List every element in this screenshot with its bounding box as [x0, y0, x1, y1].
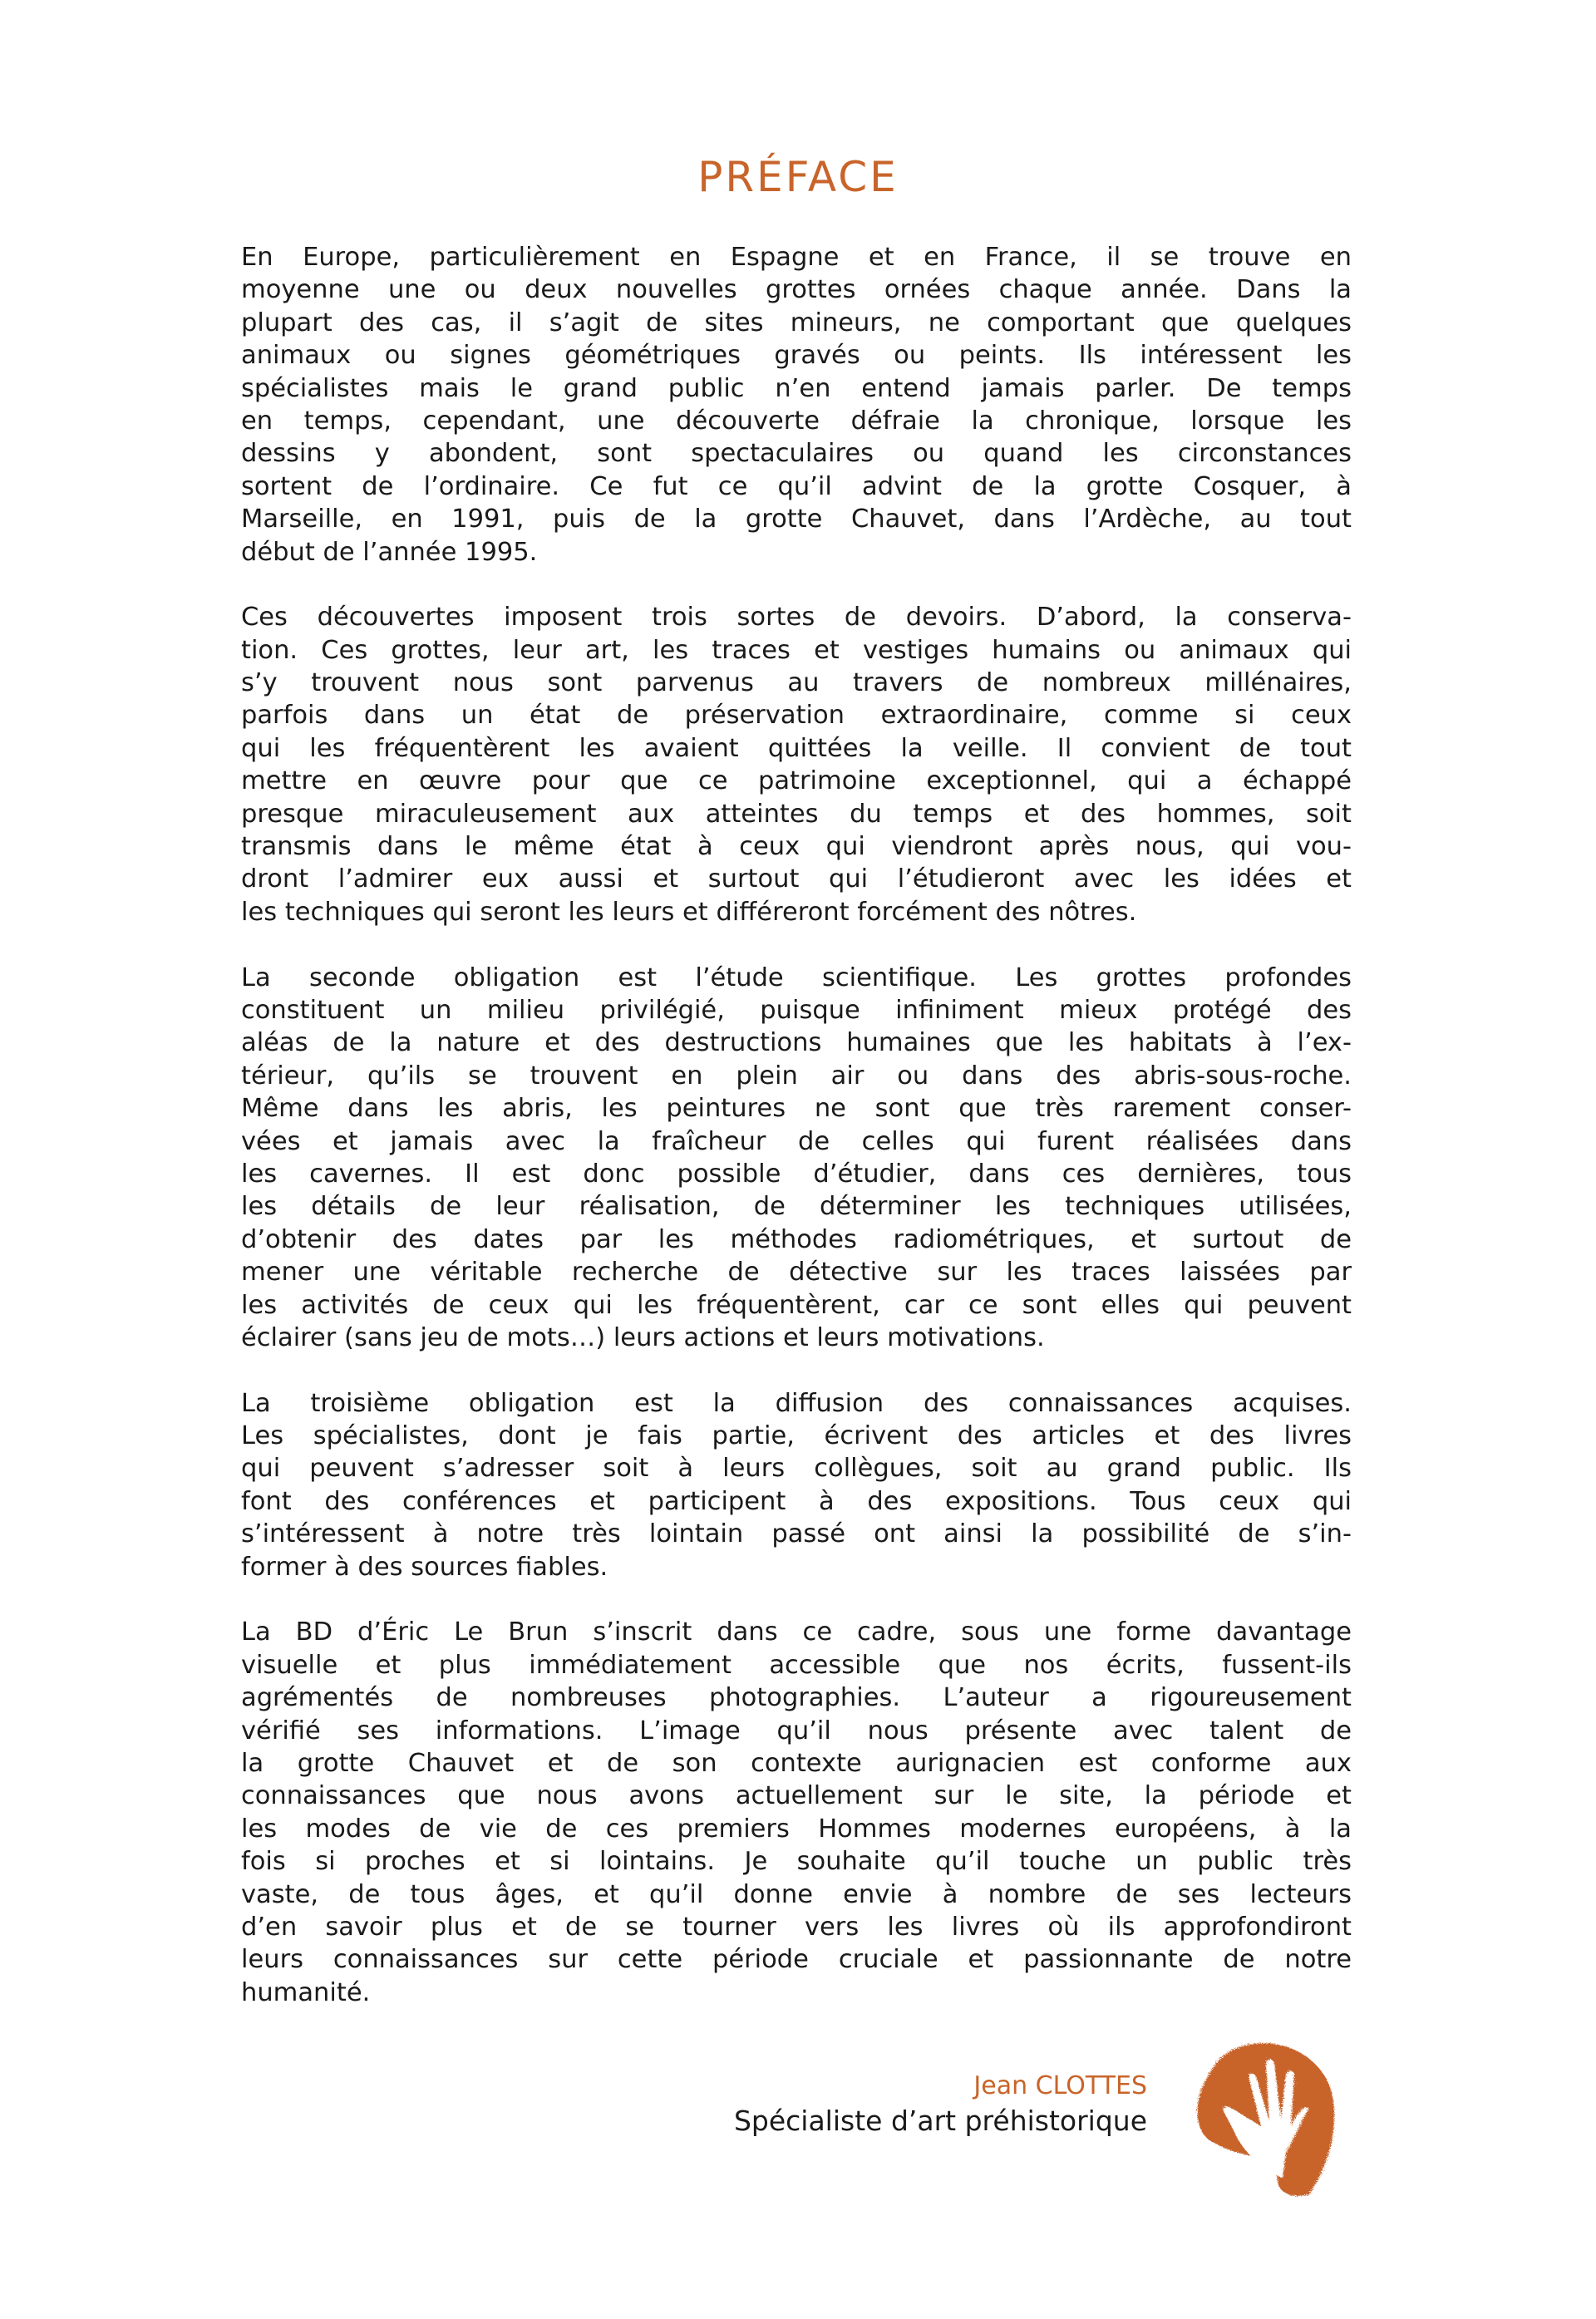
text-line: aléas de la nature et des destructions humaines que les habitats à l’ex-: [241, 1028, 1352, 1058]
text-line: spécialistes mais le grand public n’en entend jamais parler. De temps: [241, 373, 1352, 403]
text-line: éclairer (sans jeu de mots…) leurs actions et leurs motivations.: [241, 1322, 1045, 1352]
page-title: PRÉFACE: [697, 152, 899, 201]
text-line: sortent de l’ordinaire. Ce fut ce qu’il advint de la grotte Cosquer, à: [241, 471, 1352, 501]
text-line: les activités de ceux qui les fréquentèrent, car ce sont elles qui peuvent: [241, 1290, 1352, 1320]
text-line: début de l’année 1995.: [241, 537, 538, 567]
text-line: tion. Ces grottes, leur art, les traces et vestiges humains ou animaux qui: [241, 635, 1352, 665]
text-line: s’y trouvent nous sont parvenus au travers de nombreux millénaires,: [241, 668, 1352, 698]
paragraph: [241, 1387, 1352, 1583]
text-line: vérifié ses informations. L’image qu’il nous présente avec talent de: [241, 1716, 1352, 1745]
text-line: Même dans les abris, les peintures ne sont que très rarement conser-: [241, 1094, 1352, 1124]
text-line: parfois dans un état de préservation extraordinaire, comme si ceux: [241, 701, 1352, 731]
text-line: plupart des cas, il s’agit de sites mineurs, ne comportant que quelques: [241, 308, 1352, 337]
author-name: Jean CLOTTES: [973, 2071, 1147, 2100]
preface-body: [241, 241, 1352, 2041]
text-line: La BD d’Éric Le Brun s’inscrit dans ce cadre, sous une forme davantage: [241, 1617, 1352, 1647]
text-line: s’intéressent à notre très lointain passé ont ainsi la possibilité de s’in-: [241, 1519, 1352, 1549]
paragraph: [241, 601, 1352, 928]
text-line: les détails de leur réalisation, de déterminer les techniques utilisées,: [241, 1192, 1352, 1222]
text-line: en temps, cependant, une découverte défraie la chronique, lorsque les: [241, 406, 1352, 436]
text-line: Ces découvertes imposent trois sortes de devoirs. D’abord, la conserva-: [241, 603, 1352, 633]
text-line: les modes de vie de ces premiers Hommes modernes européens, à la: [241, 1814, 1352, 1844]
hand-print-icon: [1185, 2028, 1342, 2203]
text-line: mettre en œuvre pour que ce patrimoine exceptionnel, qui a échappé: [241, 766, 1352, 796]
text-line: Marseille, en 1991, puis de la grotte Chauvet, dans l’Ardèche, au tout: [241, 505, 1352, 534]
text-line: dessins y abondent, sont spectaculaires ou quand les circonstances: [241, 439, 1352, 469]
text-line: agrémentés de nombreuses photographies. L’auteur a rigoureusement: [241, 1683, 1352, 1713]
text-line: leurs connaissances sur cette période cruciale et passionnante de notre: [241, 1945, 1352, 1975]
text-line: d’en savoir plus et de se tourner vers les livres où ils approfondiront: [241, 1912, 1352, 1942]
text-line: humanité.: [241, 1977, 371, 2007]
paragraph: [241, 962, 1352, 1355]
text-line: font des conférences et participent à des expositions. Tous ceux qui: [241, 1486, 1352, 1516]
text-line: la grotte Chauvet et de son contexte aurignacien est conforme aux: [241, 1748, 1352, 1778]
text-line: constituent un milieu privilégié, puisque infiniment mieux protégé des: [241, 995, 1352, 1025]
text-line: les cavernes. Il est donc possible d’étudier, dans ces dernières, tous: [241, 1159, 1352, 1189]
text-line: qui peuvent s’adresser soit à leurs collègues, soit au grand public. Ils: [241, 1454, 1352, 1484]
author-role: Spécialiste d’art préhistorique: [733, 2105, 1147, 2137]
text-line: connaissances que nous avons actuellement sur le site, la période et: [241, 1781, 1352, 1811]
text-line: les techniques qui seront les leurs et différeront forcément des nôtres.: [241, 897, 1137, 927]
text-line: animaux ou signes géométriques gravés ou peints. Ils intéressent les: [241, 341, 1352, 371]
text-line: qui les fréquentèrent les avaient quittées la veille. Il convient de tout: [241, 733, 1352, 763]
text-line: vaste, de tous âges, et qu’il donne envie à nombre de ses lecteurs: [241, 1879, 1352, 1909]
paragraph: [241, 1616, 1352, 2009]
text-line: fois si proches et si lointains. Je souhaite qu’il touche un public très: [241, 1847, 1352, 1877]
text-line: La troisième obligation est la diffusion des connaissances acquises.: [241, 1388, 1352, 1418]
text-line: moyenne une ou deux nouvelles grottes ornées chaque année. Dans la: [241, 275, 1352, 305]
paragraph: [241, 241, 1352, 569]
text-line: d’obtenir des dates par les méthodes radiométriques, et surtout de: [241, 1224, 1352, 1254]
text-line: En Europe, particulièrement en Espagne et en France, il se trouve en: [241, 243, 1352, 272]
text-line: vées et jamais avec la fraîcheur de celles qui furent réalisées dans: [241, 1126, 1352, 1156]
text-line: dront l’admirer eux aussi et surtout qui l’étudieront avec les idées et: [241, 864, 1352, 894]
text-line: térieur, qu’ils se trouvent en plein air ou dans des abris-sous-roche.: [241, 1061, 1352, 1091]
signature-block: [734, 2070, 1147, 2139]
text-line: La seconde obligation est l’étude scientifique. Les grottes profondes: [241, 963, 1352, 992]
text-line: mener une véritable recherche de détective sur les traces laissées par: [241, 1258, 1352, 1288]
text-line: visuelle et plus immédiatement accessible que nos écrits, fussent-ils: [241, 1650, 1352, 1680]
text-line: Les spécialistes, dont je fais partie, écrivent des articles et des livres: [241, 1421, 1352, 1451]
text-line: former à des sources fiables.: [241, 1552, 608, 1582]
text-line: transmis dans le même état à ceux qui viendront après nous, qui vou-: [241, 832, 1352, 862]
text-line: presque miraculeusement aux atteintes du temps et des hommes, soit: [241, 799, 1352, 829]
